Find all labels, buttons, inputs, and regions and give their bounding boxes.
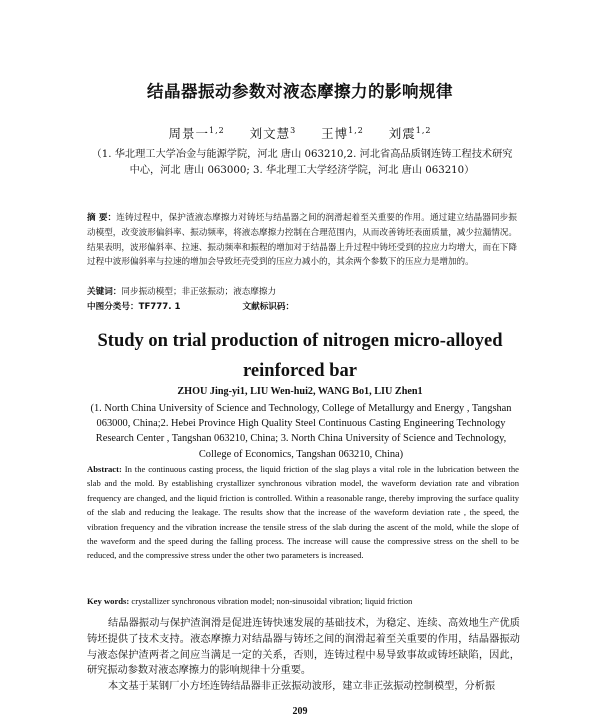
english-abstract [87,462,519,563]
author-affil-sup: 1,2 [348,125,364,135]
keywords-label: Key words: [87,596,130,606]
author-affil-sup: 1,2 [415,125,432,135]
abstract-label: Abstract: [87,464,122,474]
english-authors: ZHOU Jing-yi1, LIU Wen-hui2, WANG Bo1, LIU Zhen1 [177,386,423,397]
abstract-label: 摘 要： [87,213,117,223]
chinese-classification [87,300,517,312]
author-name: 刘震 [388,126,416,141]
english-title-line: reinforced bar [243,361,357,381]
chinese-keywords [87,285,517,297]
chinese-title: 结晶器振动参数对液态摩擦力的影响规律 [147,82,453,101]
keywords-text: crystallizer synchronous vibration model; non-sinusoidal vibration; liquid friction [131,596,413,606]
author-name: 王博 [321,126,349,141]
body-text [87,616,520,695]
author-name: 刘文慧 [249,126,291,141]
author-affil-sup: 3 [290,125,297,135]
doc-code-label: 文献标识码： [242,302,295,312]
body-paragraph: 结晶器振动与保护渣润滑是促进连铸快速发展的基础技术，为稳定、连续、高效地生产优质铸坯提供了技术支持。液态摩擦力对结晶器与铸坯之间的润滑起着至关重要的作用，结晶器振动与液态保护渣两者之间应当满足一定的关系，否则，连铸过程中易导致事故或铸坯缺陷，因此，研究振动参数对液态摩擦力的影响规律十分重要。 [87,618,520,677]
clc-value: TF777. 1 [138,302,181,312]
author-affil-sup: 1,2 [209,125,225,135]
keywords-text: 同步振动模型；非正弦振动；液态摩擦力 [121,287,277,297]
body-paragraph: 本文基于某钢厂小方坯连铸结晶器非正弦振动波形，建立非正弦振动控制模型，分析振 [108,681,496,693]
author-name: 周景一 [168,126,210,141]
chinese-affiliation: （1. 华北理工大学冶金与能源学院，河北 唐山 063210,2. 河北省高品质钢连铸工程技术研究中心，河北 唐山 063000; 3. 华北理工大学经济学院，河北 唐山 063210） [91,149,513,176]
abstract-text: In the continuous casting process, the liquid friction of the slag plays a vital role in the lubrication between the slab and the mold. By establishing crystallizer synchronous vibration model, the waveform deviation rate and vibration frequency are changed, and the liquid friction is controlled. Within a reasonable range, thereby improving the surface quality of the slab and reducing the leakage. The results show that the increase of the waveform deviation rate , the speed, the vibration frequency and the vibration increase the tensile stress of the slab during the ascent of the mold, while the slope of the waveform and the speed during the falling process. The increase will cause the compressive stress on the shell to be reduced, and the compressive stress under the other two parameters is increased. [87,464,519,561]
chinese-abstract [87,211,517,270]
abstract-text: 连铸过程中，保护渣液态摩擦力对铸坯与结晶器之间的润滑起着至关重要的作用。通过建立结晶器同步振动模型，改变波形偏斜率、振动频率，将液态摩擦力控制在合理范围内，从而改善铸坯表面质量，减少拉漏情况。结果表明，波形偏斜率、拉速、振动频率和振程的增加对于结晶器上升过程中铸坯受到的拉应力均增大，而在下降过程中波形偏斜率与拉速的增加会导致坯壳受到的压应力减小的，其余两个参数下的压应力是增加的。 [87,213,517,268]
clc-label: 中图分类号： [87,302,139,312]
english-keywords [87,596,519,606]
english-affiliation: (1. North China University of Science and Technology, College of Metallurgy and Energy , Tangshan 063000, China;2. Hebei Province High Quality Steel Continuous Casting Engineering Technology Research Center , Tangshan 063210, China; 3. North China University of Science and Technology, College of Economics, Tangshan 063210, China) [90,403,512,460]
english-title-line: Study on trial production of nitrogen micro-alloyed [97,331,503,351]
page-number: 209 [292,706,308,717]
keywords-label: 关键词： [87,287,122,297]
chinese-authors [0,124,600,142]
english-title [0,326,600,386]
